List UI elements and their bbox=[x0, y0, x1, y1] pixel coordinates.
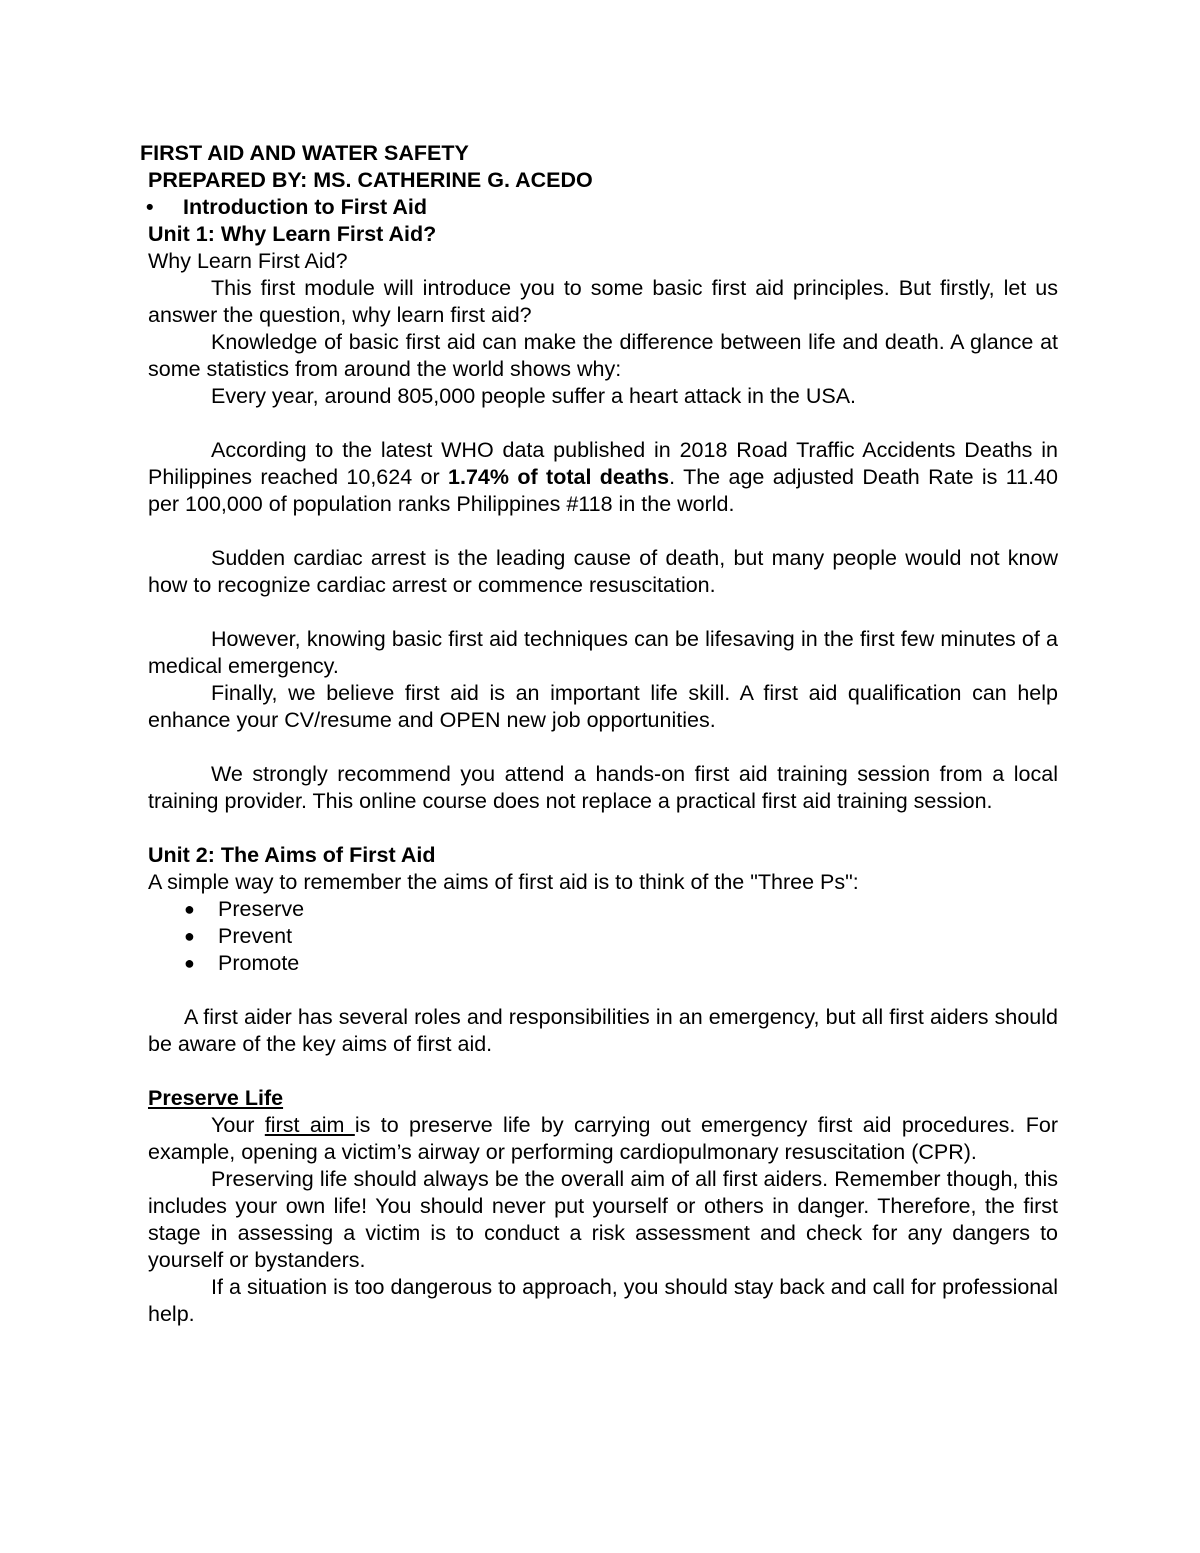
list-item bbox=[148, 923, 1058, 950]
preserve-life-paragraph-1 bbox=[148, 1112, 1058, 1166]
preserve-life-heading: Preserve Life bbox=[148, 1086, 284, 1110]
bullet-icon: ● bbox=[184, 899, 195, 919]
list-item-label: Preserve bbox=[218, 897, 305, 921]
intro-bullet-label: Introduction to First Aid bbox=[183, 195, 428, 219]
unit1-heading: Unit 1: Why Learn First Aid? bbox=[148, 222, 437, 246]
list-item-label: Prevent bbox=[218, 924, 293, 948]
list-item bbox=[148, 950, 1058, 977]
list-item-label: Promote bbox=[218, 951, 300, 975]
unit1-paragraph-4 bbox=[148, 437, 1058, 518]
unit2-intro: A simple way to remember the aims of first aid is to think of the "Three Ps": bbox=[148, 870, 859, 894]
unit1-paragraph-8: We strongly recommend you attend a hands-on first aid training session from a local training provider. This online course does not replace a practical first aid training session. bbox=[148, 762, 1058, 813]
unit1-paragraph-6: However, knowing basic first aid techniques can be lifesaving in the first few minutes of a medical emergency. bbox=[148, 627, 1058, 678]
unit1-subheading: Why Learn First Aid? bbox=[148, 249, 348, 273]
unit1-paragraph-5: Sudden cardiac arrest is the leading cause of death, but many people would not know how to recognize cardiac arrest or commence resuscitation. bbox=[148, 546, 1058, 597]
preserve-life-paragraph-3: If a situation is too dangerous to approach, you should stay back and call for professional help. bbox=[148, 1275, 1058, 1326]
preserve-life-text-end: is to preserve life by carrying out emergency first aid procedures. For example, opening a victim’s airway or performing cardiopulmonary resuscitation (CPR). bbox=[148, 1113, 1058, 1164]
document-page bbox=[140, 140, 1059, 1328]
bullet-icon: ● bbox=[184, 926, 195, 946]
prepared-by: PREPARED BY: MS. CATHERINE G. ACEDO bbox=[148, 168, 593, 192]
preserve-life-paragraph-2: Preserving life should always be the overall aim of all first aiders. Remember though, this includes your own life! You should never put yourself or others in danger. Therefore, the first stage in assessing a victim is to conduct a risk assessment and check for any dangers to yourself or bystanders. bbox=[148, 1167, 1058, 1272]
unit1-paragraph-2: Knowledge of basic first aid can make the difference between life and death. A glance at some statistics from around the world shows why: bbox=[148, 330, 1058, 381]
who-stat-highlight: 1.74% of total deaths bbox=[448, 465, 670, 489]
intro-bullet-item bbox=[148, 194, 1058, 221]
who-stat-text: According to the latest WHO data published in 2018 Road Traffic Accidents Deaths in Philippines reached 10,624 or bbox=[148, 438, 1058, 489]
unit1-paragraph-1: This first module will introduce you to some basic first aid principles. But firstly, let us answer the question, why learn first aid? bbox=[148, 276, 1058, 327]
three-ps-list bbox=[148, 896, 1058, 977]
first-aim-link: first aim bbox=[264, 1113, 355, 1137]
bullet-icon: • bbox=[146, 195, 154, 219]
list-item bbox=[148, 896, 1058, 923]
unit2-heading: Unit 2: The Aims of First Aid bbox=[148, 843, 436, 867]
unit1-paragraph-7: Finally, we believe first aid is an important life skill. A first aid qualification can help enhance your CV/resume and OPEN new job opportunities. bbox=[148, 681, 1058, 732]
bullet-icon: ● bbox=[184, 953, 195, 973]
document-title: FIRST AID AND WATER SAFETY bbox=[140, 141, 469, 165]
preserve-life-text: Your bbox=[211, 1113, 265, 1137]
unit1-paragraph-3: Every year, around 805,000 people suffer a heart attack in the USA. bbox=[211, 384, 857, 408]
unit2-paragraph-1: A first aider has several roles and responsibilities in an emergency, but all first aiders should be aware of the key aims of first aid. bbox=[148, 1005, 1058, 1056]
who-stat-text-end: . The age adjusted Death Rate is 11.40 per 100,000 of population ranks Philippines #118 in the world. bbox=[148, 465, 1059, 516]
